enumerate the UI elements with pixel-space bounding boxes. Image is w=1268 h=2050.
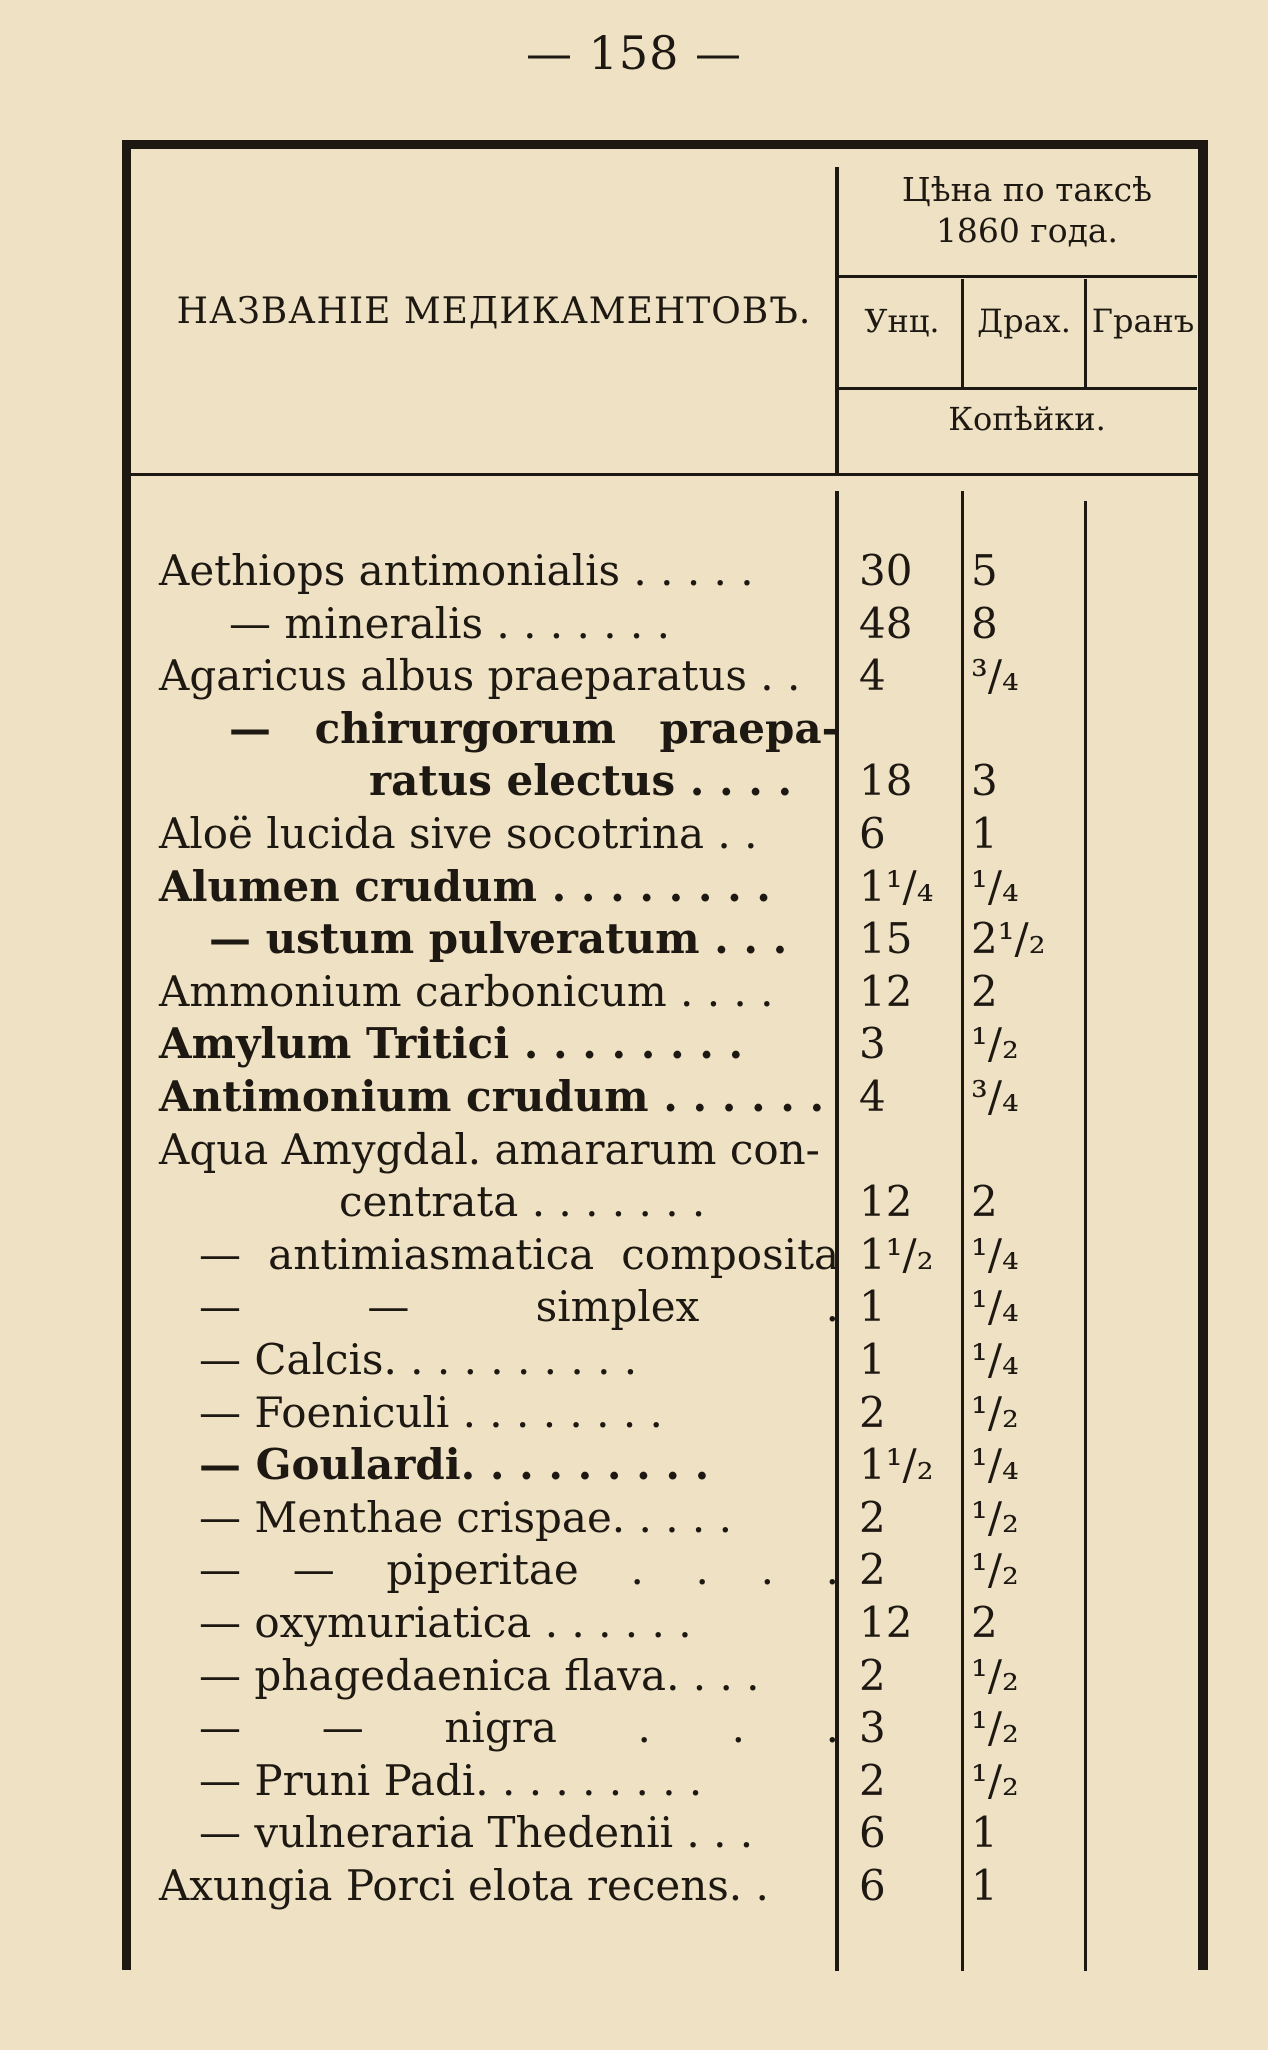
price-unc: 30 bbox=[859, 546, 913, 595]
medicament-name: Alumen crudum . . . . . . . . bbox=[159, 861, 771, 911]
price-drach: ¹/₂ bbox=[971, 1492, 1019, 1542]
medicament-name: — Foeniculi . . . . . . . . bbox=[199, 1387, 663, 1437]
table-row bbox=[131, 1701, 1198, 1754]
column-header-gran: Гранъ bbox=[1091, 302, 1195, 340]
table-row bbox=[131, 1596, 1198, 1649]
medicament-name: — chirurgorum praepa- bbox=[229, 703, 839, 753]
table-row bbox=[131, 1806, 1198, 1859]
price-drach: ³/₄ bbox=[971, 1072, 1019, 1121]
price-drach: 3 bbox=[971, 756, 998, 806]
column-header-drach: Драх. bbox=[977, 302, 1071, 340]
price-unc: 48 bbox=[859, 598, 913, 648]
price-drach: 1 bbox=[971, 1808, 998, 1858]
price-drach: ¹/₂ bbox=[971, 1019, 1019, 1069]
column-divider-unc bbox=[961, 279, 964, 389]
price-drach: 1 bbox=[971, 1861, 998, 1910]
price-unc: 4 bbox=[859, 651, 886, 701]
price-drach: ³/₄ bbox=[971, 651, 1019, 701]
table-row bbox=[131, 754, 1198, 807]
medicament-name: — ustum pulveratum . . . bbox=[209, 914, 788, 964]
column-header-price bbox=[847, 169, 1207, 252]
price-unc: 12 bbox=[859, 1598, 913, 1647]
price-drach: ¹/₂ bbox=[971, 1703, 1019, 1753]
table-row bbox=[131, 544, 1198, 597]
price-drach: ¹/₄ bbox=[971, 1440, 1019, 1490]
medicament-name: — Pruni Padi. . . . . . . . . bbox=[199, 1755, 703, 1805]
price-unc: 6 bbox=[859, 809, 886, 858]
medicament-name: Agaricus albus praeparatus . . bbox=[159, 651, 801, 701]
price-drach: ¹/₄ bbox=[971, 1282, 1019, 1332]
table-row bbox=[131, 1017, 1198, 1070]
price-drach: 1 bbox=[971, 809, 998, 858]
medicament-name: Antimonium crudum . . . . . . bbox=[159, 1072, 825, 1121]
price-unc: 2 bbox=[859, 1755, 886, 1805]
unit-rule bbox=[837, 387, 1197, 390]
table-row bbox=[131, 1754, 1198, 1807]
table-row bbox=[131, 912, 1198, 965]
table-row bbox=[131, 1280, 1198, 1333]
table-row bbox=[131, 1386, 1198, 1439]
price-unc: 12 bbox=[859, 1177, 913, 1227]
price-unc: 1 bbox=[859, 1335, 886, 1384]
price-unc: 1 bbox=[859, 1282, 886, 1332]
price-unc: 12 bbox=[859, 966, 913, 1016]
price-title-line2: 1860 года. bbox=[935, 211, 1119, 251]
medicament-name: — oxymuriatica . . . . . . bbox=[199, 1598, 692, 1647]
table-row bbox=[131, 1649, 1198, 1702]
medicament-name: — — nigra . . . bbox=[199, 1703, 839, 1753]
price-unc: 1¹/₂ bbox=[859, 1440, 934, 1490]
table-row bbox=[131, 1491, 1198, 1544]
medicament-name: Aqua Amygdal. amararum con- bbox=[159, 1124, 820, 1174]
price-unc: 2 bbox=[859, 1387, 886, 1437]
table-row bbox=[131, 1228, 1198, 1281]
medicament-name: — phagedaenica flava. . . . bbox=[199, 1650, 760, 1700]
table-row bbox=[131, 807, 1198, 860]
medicament-name: Aethiops antimonialis . . . . . bbox=[159, 546, 754, 595]
price-drach: 2¹/₂ bbox=[971, 914, 1046, 964]
medicament-name: — Menthae crispae. . . . . bbox=[199, 1492, 732, 1542]
table-row bbox=[131, 1543, 1198, 1596]
price-unc: 1¹/₂ bbox=[859, 1229, 934, 1279]
table-row bbox=[131, 1859, 1198, 1912]
medicament-name: — — simplex . bbox=[199, 1282, 839, 1332]
price-unc: 4 bbox=[859, 1072, 886, 1121]
column-header-unc: Унц. bbox=[864, 302, 940, 340]
medicament-name: — Calcis. . . . . . . . . . bbox=[199, 1335, 638, 1384]
header-bottom-rule bbox=[131, 473, 1199, 476]
column-header-currency: Копѣйки. bbox=[948, 400, 1106, 438]
medicament-name: ratus electus . . . . bbox=[369, 756, 793, 806]
table-row bbox=[131, 1123, 1198, 1176]
price-unc: 1¹/₄ bbox=[859, 861, 934, 911]
medicament-name: Axungia Porci elota recens. . bbox=[159, 1861, 769, 1910]
medicament-name: centrata . . . . . . . bbox=[339, 1177, 706, 1227]
medicament-name: Amylum Tritici . . . . . . . . bbox=[159, 1019, 744, 1069]
price-drach: ¹/₄ bbox=[971, 861, 1019, 911]
price-drach: ¹/₄ bbox=[971, 1335, 1019, 1384]
price-unc: 2 bbox=[859, 1492, 886, 1542]
table-row bbox=[131, 1070, 1198, 1123]
price-title-line1: Цѣна по таксѣ bbox=[901, 170, 1153, 209]
page-number: — 158 — bbox=[525, 26, 743, 80]
price-unc: 18 bbox=[859, 756, 913, 806]
medicament-name: — Goulardi. . . . . . . . . bbox=[199, 1440, 710, 1490]
table-row bbox=[131, 597, 1198, 650]
price-unc: 3 bbox=[859, 1703, 886, 1753]
table-row bbox=[131, 1438, 1198, 1491]
medicament-name: — mineralis . . . . . . . bbox=[229, 598, 670, 648]
price-drach: 2 bbox=[971, 1177, 998, 1227]
table-row bbox=[131, 860, 1198, 913]
price-table bbox=[122, 140, 1208, 1970]
price-unc: 3 bbox=[859, 1019, 886, 1069]
medicament-name: — — piperitae . . . . bbox=[199, 1545, 839, 1595]
medicament-name: — vulneraria Thedenii . . . bbox=[199, 1808, 754, 1858]
price-drach: 5 bbox=[971, 546, 998, 595]
table-row bbox=[131, 1175, 1198, 1228]
price-unc: 6 bbox=[859, 1808, 886, 1858]
price-drach: ¹/₂ bbox=[971, 1545, 1019, 1595]
table-row bbox=[131, 1333, 1198, 1386]
price-drach: 2 bbox=[971, 1598, 998, 1647]
price-drach: ¹/₄ bbox=[971, 1229, 1019, 1279]
price-unc: 6 bbox=[859, 1861, 886, 1910]
column-header-name: НАЗВАНІЕ МЕДИКАМЕНТОВЪ. bbox=[176, 291, 812, 332]
price-drach: 8 bbox=[971, 598, 998, 648]
table-row bbox=[131, 965, 1198, 1018]
price-title-rule bbox=[837, 275, 1197, 278]
price-unc: 2 bbox=[859, 1650, 886, 1700]
price-drach: 2 bbox=[971, 966, 998, 1016]
table-row bbox=[131, 649, 1198, 702]
medicament-name: Aloë lucida sive socotrina . . bbox=[159, 809, 758, 858]
price-drach: ¹/₂ bbox=[971, 1387, 1019, 1437]
price-drach: ¹/₂ bbox=[971, 1755, 1019, 1805]
price-unc: 15 bbox=[859, 914, 913, 964]
table-row bbox=[131, 702, 1198, 755]
price-unc: 2 bbox=[859, 1545, 886, 1595]
medicament-name: Ammonium carbonicum . . . . bbox=[159, 966, 774, 1016]
medicament-name: — antimiasmatica composita bbox=[199, 1229, 839, 1279]
price-drach: ¹/₂ bbox=[971, 1650, 1019, 1700]
